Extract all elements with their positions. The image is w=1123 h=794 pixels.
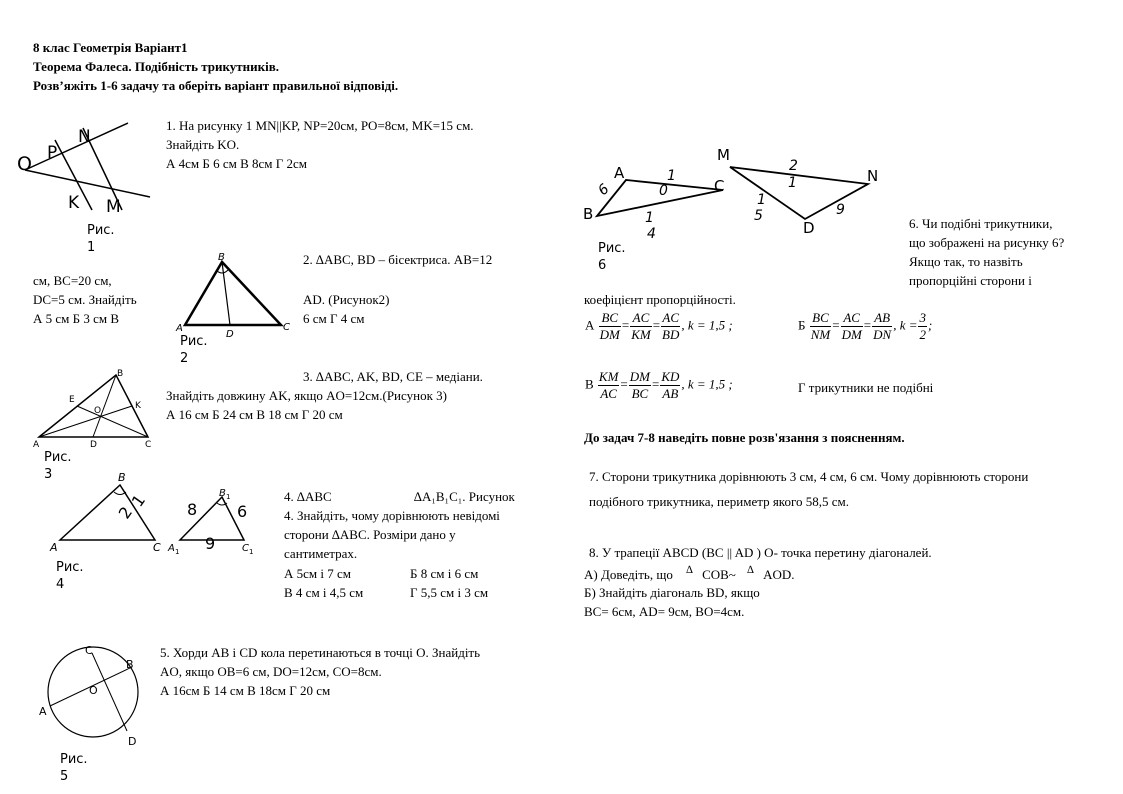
fig2-caption: Рис. 2	[180, 334, 208, 366]
fig2-label-a: A	[176, 323, 183, 334]
fig6-label-n: N	[867, 167, 879, 185]
task6-v-frac3: $\frac{KD}{AB}$	[661, 369, 680, 401]
fig3-median-ak	[39, 406, 132, 437]
task6-b-frac2: $\frac{AC}{DM}$	[841, 310, 862, 342]
task3-options: А 16 см Б 24 см В 18 см Г 20 см	[166, 407, 343, 422]
task2-question: 2. ∆ABC, BD – бісектриса. AB=12	[303, 252, 493, 267]
task6-v-frac2: $\frac{DM}{BC}$	[629, 369, 650, 401]
fig6-label-a: A	[614, 164, 625, 182]
task8-part-a: А) Доведіть, що ∆ COB~ ∆ AOD.	[584, 564, 795, 582]
task8-part-b-line2: BC= 6см, AD= 9см, BO=4см.	[584, 604, 745, 619]
fig3-label-b: B	[117, 369, 124, 379]
task3-question-line2: Знайдіть довжину AK, якщо AO=12см.(Рисунок 3)	[166, 388, 447, 403]
task2-right-line2: AD. (Рисунок2)	[303, 292, 390, 307]
task4-option-b: Б 8 см і 6 см	[410, 566, 479, 581]
fig1-label-m: M	[106, 197, 121, 217]
task2-options-left: А 5 см Б 3 см В	[33, 311, 120, 326]
task4-question-line3: сторони ∆ABC. Розміри дано у	[284, 527, 456, 542]
task4-option-v: В 4 см і 4,5 см	[284, 585, 364, 600]
fig6-label-b: B	[583, 205, 594, 223]
fig6-label-c: C	[714, 177, 725, 195]
task8-part-b: Б) Знайдіть діагональ BD, якщо	[584, 585, 760, 600]
fig2-triangle	[185, 262, 281, 325]
task6-option-g: Г трикутники не подібні	[798, 380, 934, 395]
task5-question-line2: AO, якщо OB=6 см, DO=12см, CO=8см.	[160, 664, 382, 679]
fig5-label-d: D	[128, 735, 137, 748]
fig4-side-9: 9	[205, 534, 216, 553]
task1-question-line2: Знайдіть KO.	[166, 137, 240, 152]
task6-option-a: А $\frac{BC}{DM}$ = $\frac{AC}{KM}$ = $\frac{AC}{BD}$ , k = 1,5 ;	[585, 310, 733, 342]
fig1-label-p: P	[47, 143, 58, 163]
fig1-line-o-lower	[25, 170, 150, 197]
fig6-side-5: 5	[754, 208, 763, 224]
fig6-side-6: 6	[595, 181, 613, 200]
fig4-label-a: A	[50, 541, 58, 554]
fig1-caption: Рис. 1	[87, 223, 115, 255]
fig5-label-a: A	[39, 705, 47, 718]
fig5-label-c: C	[85, 644, 93, 657]
task4-option-a: А 5см і 7 см	[284, 566, 351, 581]
task4-question-line4: сантиметрах.	[284, 546, 358, 561]
fig3-caption: Рис. 3	[44, 450, 72, 482]
task2-options-right: 6 см Г 4 см	[303, 311, 365, 326]
fig4-side-8: 8	[187, 500, 198, 519]
task4-question-b: ∆A₁B₁C₁. Рисунок	[414, 489, 515, 504]
fig3-label-d: D	[90, 440, 97, 450]
fig4-side-2: 2	[114, 503, 137, 523]
fig6-side-1d: 1	[757, 192, 766, 208]
fig3-label-k: K	[135, 401, 141, 411]
task1-question: 1. На рисунку 1 MN||KP, NP=20см, PO=8см, MK=15 см.	[166, 118, 474, 133]
fig3-label-a: A	[33, 440, 40, 450]
fig6-side-9: 9	[836, 202, 845, 218]
fig5-label-o: O	[89, 684, 98, 697]
fig4-caption: Рис. 4	[56, 560, 84, 592]
fig4-side-6: 6	[237, 502, 248, 521]
fig2-label-c: C	[283, 322, 290, 333]
fig4-label-c1: C	[242, 543, 249, 554]
fig6-side-1: 1	[667, 168, 676, 184]
worksheet-header-class: 8 клас Геометрія Варіант1	[33, 40, 188, 55]
task6-b-k-frac: $\frac{3}{2}$	[919, 310, 926, 342]
task2-left-line1: см, BC=20 см,	[33, 273, 112, 288]
fig6-triangle-mnd	[730, 167, 868, 219]
task7-question: 7. Сторони трикутника дорівнюють 3 см, 4 см, 6 см. Чому дорівнюють сторони	[589, 469, 1029, 484]
fig6-side-1c: 1	[788, 175, 797, 191]
task3-question: 3. ∆ABC, AK, BD, CE – медіани.	[303, 369, 483, 384]
task1-options: А 4см Б 6 см В 8см Г 2см	[166, 156, 308, 171]
fig4-label-b1-sub: 1	[226, 493, 231, 501]
fig6-side-1b: 1	[645, 210, 654, 226]
worksheet-instructions: Розв’яжіть 1-6 задачу та оберіть варіант правильної відповіді.	[33, 78, 399, 93]
fig5-label-b: B	[126, 658, 134, 671]
task6-a-frac1: $\frac{BC}{DM}$	[599, 310, 620, 342]
task6-b-frac1: $\frac{BC}{NM}$	[810, 310, 831, 342]
task4-question-line2: 4. Знайдіть, чому дорівнюють невідомі	[284, 508, 500, 523]
fig1-line-o-upper	[25, 123, 128, 170]
task5-options: А 16см Б 14 см В 18см Г 20 см	[160, 683, 331, 698]
fig6-side-4: 4	[647, 226, 656, 242]
fig6-caption: Рис. 6	[598, 241, 626, 273]
fig1-label-n: N	[78, 127, 91, 147]
worksheet-topic: Теорема Фалеса. Подібність трикутників.	[33, 59, 280, 74]
fig4-label-b1: B	[219, 488, 226, 499]
task7-question-line2: подібного трикутника, периметр якого 58,5 см.	[589, 494, 849, 509]
task2-left-line2: DC=5 см. Знайдіть	[33, 292, 137, 307]
fig4-label-c1-sub: 1	[249, 548, 254, 556]
task6-a-frac3: $\frac{AC}{BD}$	[662, 310, 680, 342]
fig6-label-m: M	[717, 146, 730, 164]
task6-question-line3: Якщо так, то назвіть	[909, 254, 1023, 269]
fig4-triangle-abc	[60, 485, 155, 540]
fig4-label-b: B	[118, 471, 126, 484]
fig3-label-o: O	[94, 406, 102, 416]
fig6-side-2: 2	[789, 158, 798, 174]
fig2-label-d: D	[226, 329, 234, 340]
task8-question: 8. У трапеції ABCD (BC || AD ) O- точка перетину діагоналей.	[589, 545, 932, 560]
task4-question-a: 4. ∆ABC	[284, 489, 332, 504]
task6-question-line2: що зображені на рисунку 6?	[909, 235, 1065, 250]
fig6-side-0: 0	[659, 183, 668, 199]
task6-b-frac3: $\frac{AB}{DN}$	[873, 310, 892, 342]
fig3-label-e: E	[69, 395, 75, 405]
task6-question-line5: коефіцієнт пропорційності.	[584, 292, 736, 307]
fig4-label-a1-sub: 1	[175, 548, 180, 556]
fig4-label-c: C	[153, 541, 161, 554]
fig5-caption: Рис. 5	[60, 752, 88, 784]
triangle-symbol: ∆	[747, 564, 754, 576]
tasks-7-8-instructions: До задач 7-8 наведіть повне розв'язання з поясненням.	[584, 430, 905, 445]
fig1-label-k: K	[68, 193, 80, 213]
task4-option-g: Г 5,5 см і 3 см	[410, 585, 489, 600]
task6-question-line4: пропорційні сторони і	[909, 273, 1032, 288]
task6-option-v: В $\frac{KM}{AC}$ = $\frac{DM}{BC}$ = $\frac{KD}{AB}$ , k = 1,5 ;	[585, 369, 733, 401]
task6-option-b: Б $\frac{BC}{NM}$ = $\frac{AC}{DM}$ = $\frac{AB}{DN}$ , k = $\frac{3}{2}$ ;	[798, 310, 933, 342]
task6-question: 6. Чи подібні трикутники,	[909, 216, 1053, 231]
triangle-symbol: ∆	[686, 564, 693, 576]
fig4-side-1: 1	[127, 491, 150, 511]
fig2-label-b: B	[218, 252, 225, 263]
task6-a-frac2: $\frac{AC}{KM}$	[631, 310, 651, 342]
fig1-label-o: O	[17, 153, 32, 175]
fig4-label-a1: A	[168, 543, 175, 554]
fig6-label-d: D	[803, 219, 815, 237]
fig3-label-c: C	[145, 440, 152, 450]
task6-v-frac1: $\frac{KM}{AC}$	[598, 369, 619, 401]
task5-question: 5. Хорди AB і CD кола перетинаються в точці O. Знайдіть	[160, 645, 481, 660]
